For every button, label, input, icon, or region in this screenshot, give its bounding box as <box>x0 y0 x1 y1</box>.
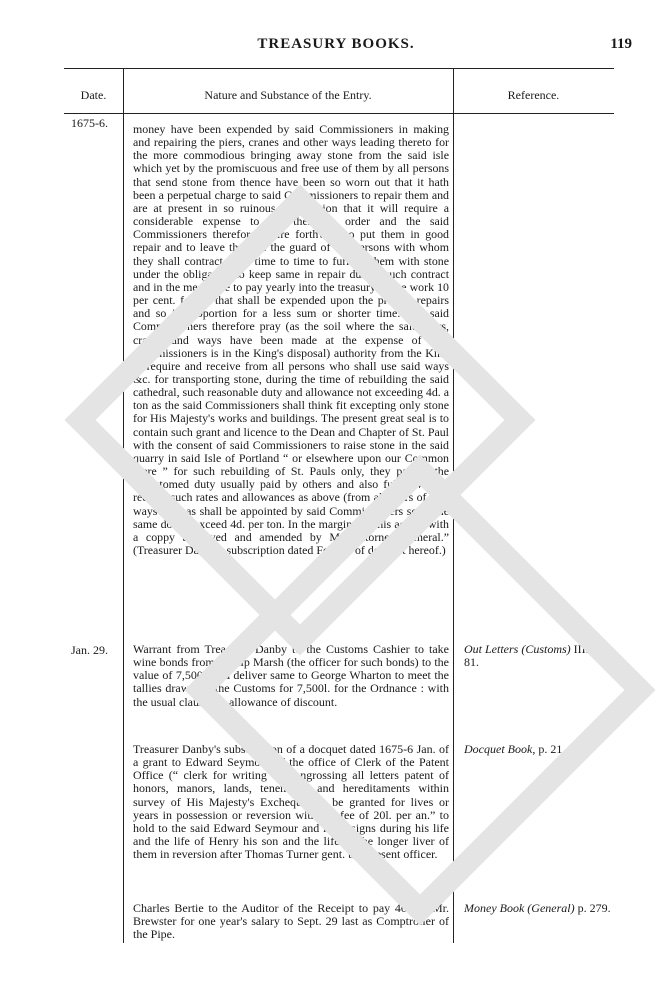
date-column-divider <box>123 113 124 943</box>
reference-citation: , p. 21. <box>532 742 566 756</box>
reference-source: Money Book (General) <box>464 901 575 915</box>
entry-date-year: 1675-6. <box>71 116 108 130</box>
column-header-nature: Nature and Substance of the Entry. <box>204 88 372 102</box>
page-number: 119 <box>610 36 632 52</box>
reference-source: Docquet Book <box>464 742 533 756</box>
reference-source: Out Letters (Customs) <box>464 642 571 656</box>
entry-text: Charles Bertie to the Auditor of the Receipt to pay 40l. to Mr. Brewster for one year's salary to Sept. 29 last as Comptroller of the Pipe. <box>133 901 449 942</box>
reference-citation: p. 279. <box>574 901 611 915</box>
table-header-rule <box>64 113 614 114</box>
reference-citation: III. p. 81. <box>464 642 601 670</box>
entry-reference <box>464 902 614 915</box>
running-title: TREASURY BOOKS. <box>257 36 415 52</box>
column-header-date: Date. <box>80 88 107 102</box>
entry-reference <box>464 743 614 756</box>
column-header-reference: Reference. <box>507 88 560 102</box>
reference-column-divider <box>453 113 454 943</box>
table-top-rule <box>64 68 614 69</box>
entry-text: Warrant from Treasurer Danby to the Customs Cashier to take wine bonds from Phillip Marsh (the officer for such bonds) to the value of 7,500l. and deliver same to George Wharton to meet the tallies drawn on the Customs for 7,500l. for the Ordnance : with the usual clause for allowance of discount. <box>133 642 449 709</box>
entry-reference <box>464 643 614 669</box>
entry-text: money have been expended by said Commissioners in making and repairing the piers, cranes and other ways leading thereto for the more commodious bringing away stone from the said isle which yet by the promiscuous and free use of them by all persons that send stone from thence have been so worn out that it hath been a perpetual charge to said Commissioners to repair them and are at present in so ruinous a condition that it will require a considerable expense to put them in order and the said Commissioners therefore desire forthwith to put them in good repair and to leave them in the guard of the persons with whom they shall contract from time to time to furnish them with stone under the obligation to keep same in repair during such contract and in the meantime to pay yearly into the treasury of the work 10 per cent. for all that shall be expended upon the present repairs and so in proportion for a less sum or shorter time. The said Commissioners therefore pray (as the soil where the said piers, cranes and ways have been made at the expense of said Commissioners is in the King's disposal) authority from the King to require and receive from all persons who shall use said ways &c. for transporting stone, during the time of rebuilding the said cathedral, such reasonable duty and allowance not exceeding 4d. a ton as the said Commissioners shall think fit excepting only stone for His Majesty's works and buildings. The present great seal is to contain such grant and licence to the Dean and Chapter of St. Paul with the consent of said Commissioners to raise stone in the said quarry in said Isle of Portland “ or elsewhere upon our Common there ” for such rebuilding of St. Pauls only, they paying the accustomed duty usually paid by others and also full power to receive such rates and allowances as above (from all users of said ways &c.) as shall be appointed by said Commissioners so as the same do not exceed 4d. per ton. In the margin : “ This agrees with a coppy approved and amended by Mr. Attorney General.” (Treasurer Danby's subscription dated Feb. 19 of docquet hereof.) <box>133 122 449 557</box>
entry-date: Jan. 29. <box>71 643 108 657</box>
entry-text: Treasurer Danby's subscription of a docquet dated 1675-6 Jan. of a grant to Edward Seymour of the office of Clerk of the Patent Office (“ clerk for writing and engrossing all letters patent of honors, manors, lands, tenements and hereditaments within survey of His Majesty's Exchequer to be granted for lives or years in possession or reversion with the fee of 20l. per an.” to hold to the said Edward Seymour and his assigns during his life and the life of Henry his son and the life of the longer liver of them in reversion after Thomas Turner gent. the present officer. <box>133 742 449 862</box>
